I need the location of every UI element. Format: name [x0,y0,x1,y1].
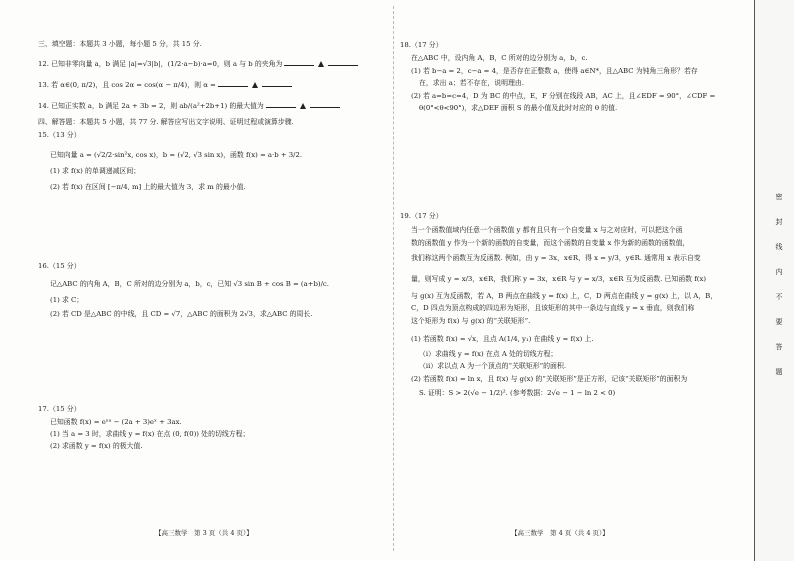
question-17-part2: (2) 求函数 y = f(x) 的极大值. [50,442,143,450]
question-15-part1: (1) 求 f(x) 的单调递减区间； [50,167,141,175]
question-17-heading: 17.（15 分） [38,405,81,413]
binding-char: 答 [775,343,783,351]
question-16-body: 记△ABC 的内角 A，B，C 所对的边分别为 a，b，c，已知 √3 sin B + cos B = (a+b)/c. [50,280,329,288]
binding-char: 线 [775,243,783,251]
question-19-line3: 我们称这两个函数互为反函数. 例如，由 y = 3x，x∈R，得 x = y/3，y∈R. 通常用 x 表示自变 [411,254,701,262]
question-16-heading: 16.（15 分） [38,262,81,270]
binding-char: 密 [775,193,783,201]
question-18-heading: 18.（17 分） [400,41,443,49]
answer-blank [328,59,358,66]
question-17-part1: (1) 当 a = 3 时，求曲线 y = f(x) 在点 (0, f(0)) 处的切线方程； [50,430,250,438]
question-19-heading: 19.（17 分） [400,212,443,220]
question-14-text: 14. 已知正实数 a，b 满足 2a + 3b = 2，则 [38,102,178,110]
answer-blank [284,59,314,66]
binding-char: 封 [775,218,783,226]
question-19-line5: 与 g(x) 互为反函数，若 A，B 两点在曲线 y = f(x) 上，C，D 两点在曲线 y = g(x) 上，以 A，B， [411,292,718,300]
binding-char: 要 [775,318,783,326]
question-16-part1: (1) 求 C； [50,296,84,304]
question-17-body: 已知函数 f(x) = eˣᵃ − (2a + 3)eˣ + 3ax. [50,418,182,426]
question-19-line6: C，D 四点为顶点构成的四边形为矩形，且该矩形的其中一条边与直线 y = x 垂直，则我们称 [411,304,695,312]
section4-heading: 四、解答题：本题共 5 小题，共 77 分. 解答应写出文字说明、证明过程或演算步骤. [38,118,294,126]
page-divider [393,6,394,551]
question-15-body: 已知向量 a = (√2/2·sin²x, cos x)，b = (√2, √3 sin x)，函数 f(x) = a·b + 3/2. [50,151,303,159]
answer-blank [266,101,296,108]
question-19-part2-line1: (2) 若函数 f(x) = ln x，且 f(x) 与 g(x) 的“关联矩形”是正方形，记该“关联矩形”的面积为 [411,375,688,383]
question-15-heading: 15.（13 分） [38,131,81,139]
question-12-text: 12. 已知非零向量 a，b 满足 |a|=√3|b|，(1/2·a−b)·a=0，则 a 与 b 的夹角为 [38,60,283,68]
question-18-part1-line2: 在，求出 a；若不存在，说明理由. [419,79,524,87]
question-12 [38,59,360,68]
question-18-part1-line1: (1) 若 b−a = 2，c−a = 4，是否存在正整数 a，使得 a∈N*，且△ABC 为钝角三角形？若存 [411,67,698,75]
question-19-line2: 数的函数值 y 作为一个新的函数的自变量，而这个函数的自变量 x 作为新的函数的函数值， [411,239,690,247]
question-19-line1: 当一个函数值域内任意一个函数值 y 都有且只有一个自变量 x 与之对应时，可以把这个函 [411,226,683,234]
question-16-part2: (2) 若 CD 是△ABC 的中线，且 CD = √7，△ABC 的面积为 2√3，求△ABC 的周长. [50,310,313,318]
question-19-line4: 量，则写成 y = x/3，x∈R，我们称 y = 3x，x∈R 与 y = x/3，x∈R 互为反函数. 已知函数 f(x) [411,275,707,283]
question-15-part2: (2) 若 f(x) 在区间 [−π/4, m] 上的最大值为 3，求 m 的最小值. [50,183,246,191]
question-19-part2-line2: S. 证明：S > 2(√e − 1/2)². (参考数据：2√e − 1 − ln 2 < 0) [419,389,616,397]
question-14-fraction: ab/(a²+2b+1) [179,102,228,110]
question-18-part2-line2: θ(0°<θ<90°)，求△DEF 面积 S 的最小值及此时对应的 θ 的值. [419,104,618,112]
page-footer-right: 【高三数学 第 4 页（共 4 页）】 [511,529,609,537]
binding-char: 不 [775,293,783,301]
question-19-line7: 这个矩形为 f(x) 与 g(x) 的“关联矩形”. [411,317,531,325]
question-19-part1: (1) 若函数 f(x) = √x，且点 A(1/4, y₁) 在曲线 y = f(x) 上. [411,335,594,343]
section3-heading: 三、填空题：本题共 3 小题，每小题 5 分，共 15 分. [38,40,202,48]
answer-blank [262,80,292,87]
question-13-text: 13. 若 α∈(0, π/2)，且 cos 2α = cos(α − π/4)，则 α = [38,81,216,89]
question-19-part1-ii: （ⅱ）求以点 A 为一个顶点的“关联矩形”的面积. [419,362,567,370]
question-14 [38,101,342,110]
triangle-marker-icon [318,61,324,67]
answer-blank [218,80,248,87]
binding-char: 内 [775,268,783,276]
question-19-part1-i: （ⅰ）求曲线 y = f(x) 在点 A 处的切线方程； [419,350,558,358]
page-footer-left: 【高三数学 第 3 页（共 4 页）】 [155,529,253,537]
answer-blank [310,101,340,108]
triangle-marker-icon [252,82,258,88]
question-18-part2-line1: (2) 若 a=b=c=4，D 为 BC 的中点，E，F 分别在线段 AB，AC 上，且∠EDF = 90°，∠CDF = [411,92,716,100]
question-14-tail: 的最大值为 [229,102,264,110]
binding-char: 题 [775,368,783,376]
question-18-body: 在△ABC 中，设内角 A，B，C 所对的边分别为 a，b，c. [411,54,588,62]
question-13 [38,80,294,89]
triangle-marker-icon [300,103,306,109]
binding-strip [754,0,794,561]
